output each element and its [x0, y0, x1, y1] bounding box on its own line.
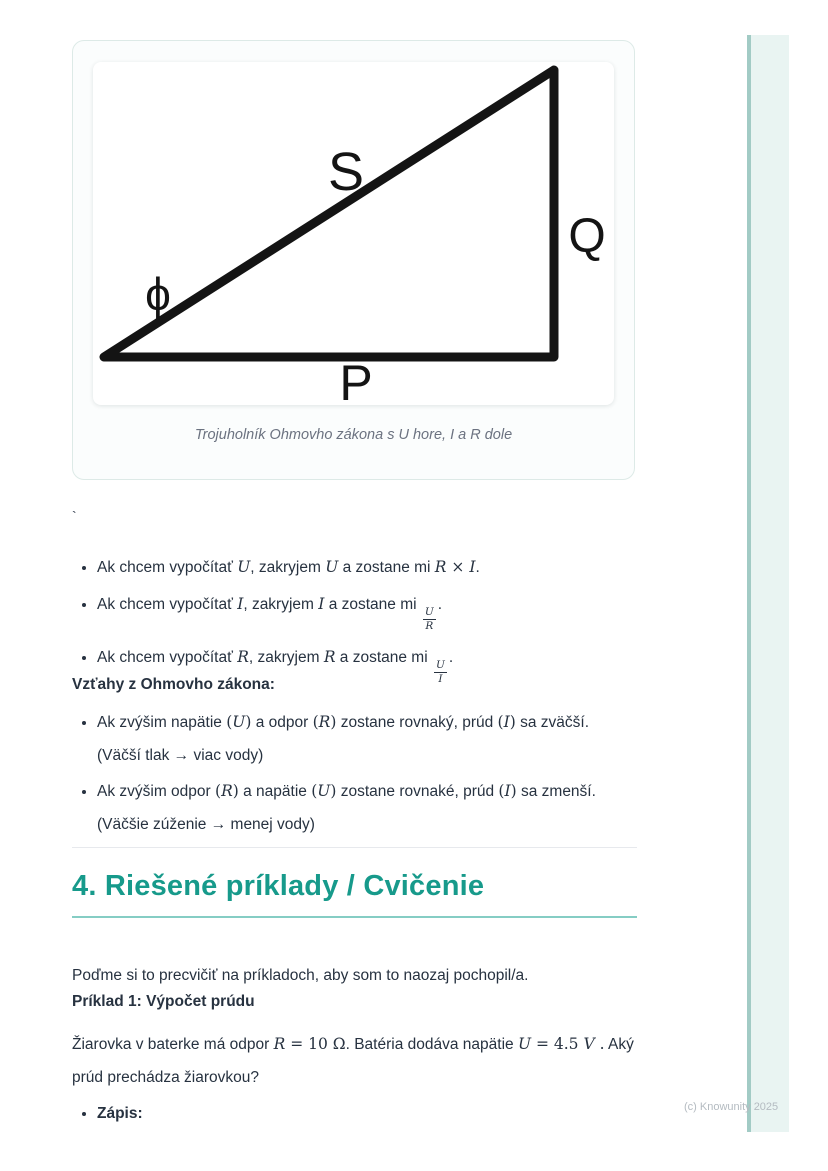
watermark-text: (c) Knowunity 2025 — [684, 1101, 779, 1113]
example1-text: Žiarovka v baterke má odpor R = 10 Ω. Batéria dodáva napätie U = 4.5 V . Aký prúd prechádza žiarovkou? — [72, 1035, 634, 1086]
section-heading: 4. Riešené príklady / Cvičenie — [72, 870, 637, 918]
list-item — [97, 1102, 667, 1125]
example1-title: Príklad 1: Výpočet prúdu — [72, 993, 255, 1010]
figure-caption: Trojuholník Ohmovho zákona s U hore, I a R dole — [194, 427, 513, 443]
fraction: $\frac{U}{R}$ — [424, 606, 434, 633]
zapis-list — [72, 1102, 667, 1125]
list-item-text: Ak chcem vypočítať I, zakryjem I a zostane mi $\frac{U}{R}$ . — [97, 595, 443, 633]
sidebar-strip — [747, 35, 789, 1132]
label-horizontal-side: P — [339, 355, 373, 405]
relations-title: Vzťahy z Ohmovho zákona: — [72, 676, 275, 693]
label-vertical-side: Q — [568, 210, 606, 263]
section-intro: Poďme si to precvičiť na príkladoch, aby som to naozaj pochopil/a. — [72, 966, 529, 984]
list-item — [97, 706, 667, 773]
list-item-note: (Väčší tlak → viac vody) — [97, 747, 264, 765]
horizontal-divider — [72, 847, 637, 848]
label-hypotenuse: S — [327, 142, 365, 202]
stray-character: ` — [72, 508, 77, 524]
list-item-text: Ak chcem vypočítať R, zakryjem R a zostane mi $\frac{U}{I}$ . — [97, 648, 454, 686]
list-item — [97, 593, 667, 632]
zapis-label: Zápis: — [97, 1105, 143, 1122]
list-item-note: (Väčšie zúženie → menej vody) — [97, 815, 315, 833]
figure-image — [93, 62, 614, 405]
list-item-text: Ak chcem vypočítať U, zakryjem U a zostane mi R × I. — [97, 558, 480, 576]
relations-list — [72, 706, 667, 843]
label-angle-phi: ϕ — [145, 268, 171, 320]
figure-card — [72, 40, 635, 480]
list-item-text: Ak zvýšim napätie (U) a odpor (R) zostane rovnaký, prúd (I) sa zväčší. — [97, 713, 589, 731]
ohms-law-triangle-diagram — [93, 62, 614, 405]
list-item-text: Ak zvýšim odpor (R) a napätie (U) zostane rovnaké, prúd (I) sa zmenší. — [97, 781, 596, 800]
triangle-shape — [104, 70, 554, 357]
list-item — [97, 775, 667, 842]
list-item — [97, 556, 667, 579]
fraction: $\frac{U}{I}$ — [435, 659, 445, 686]
